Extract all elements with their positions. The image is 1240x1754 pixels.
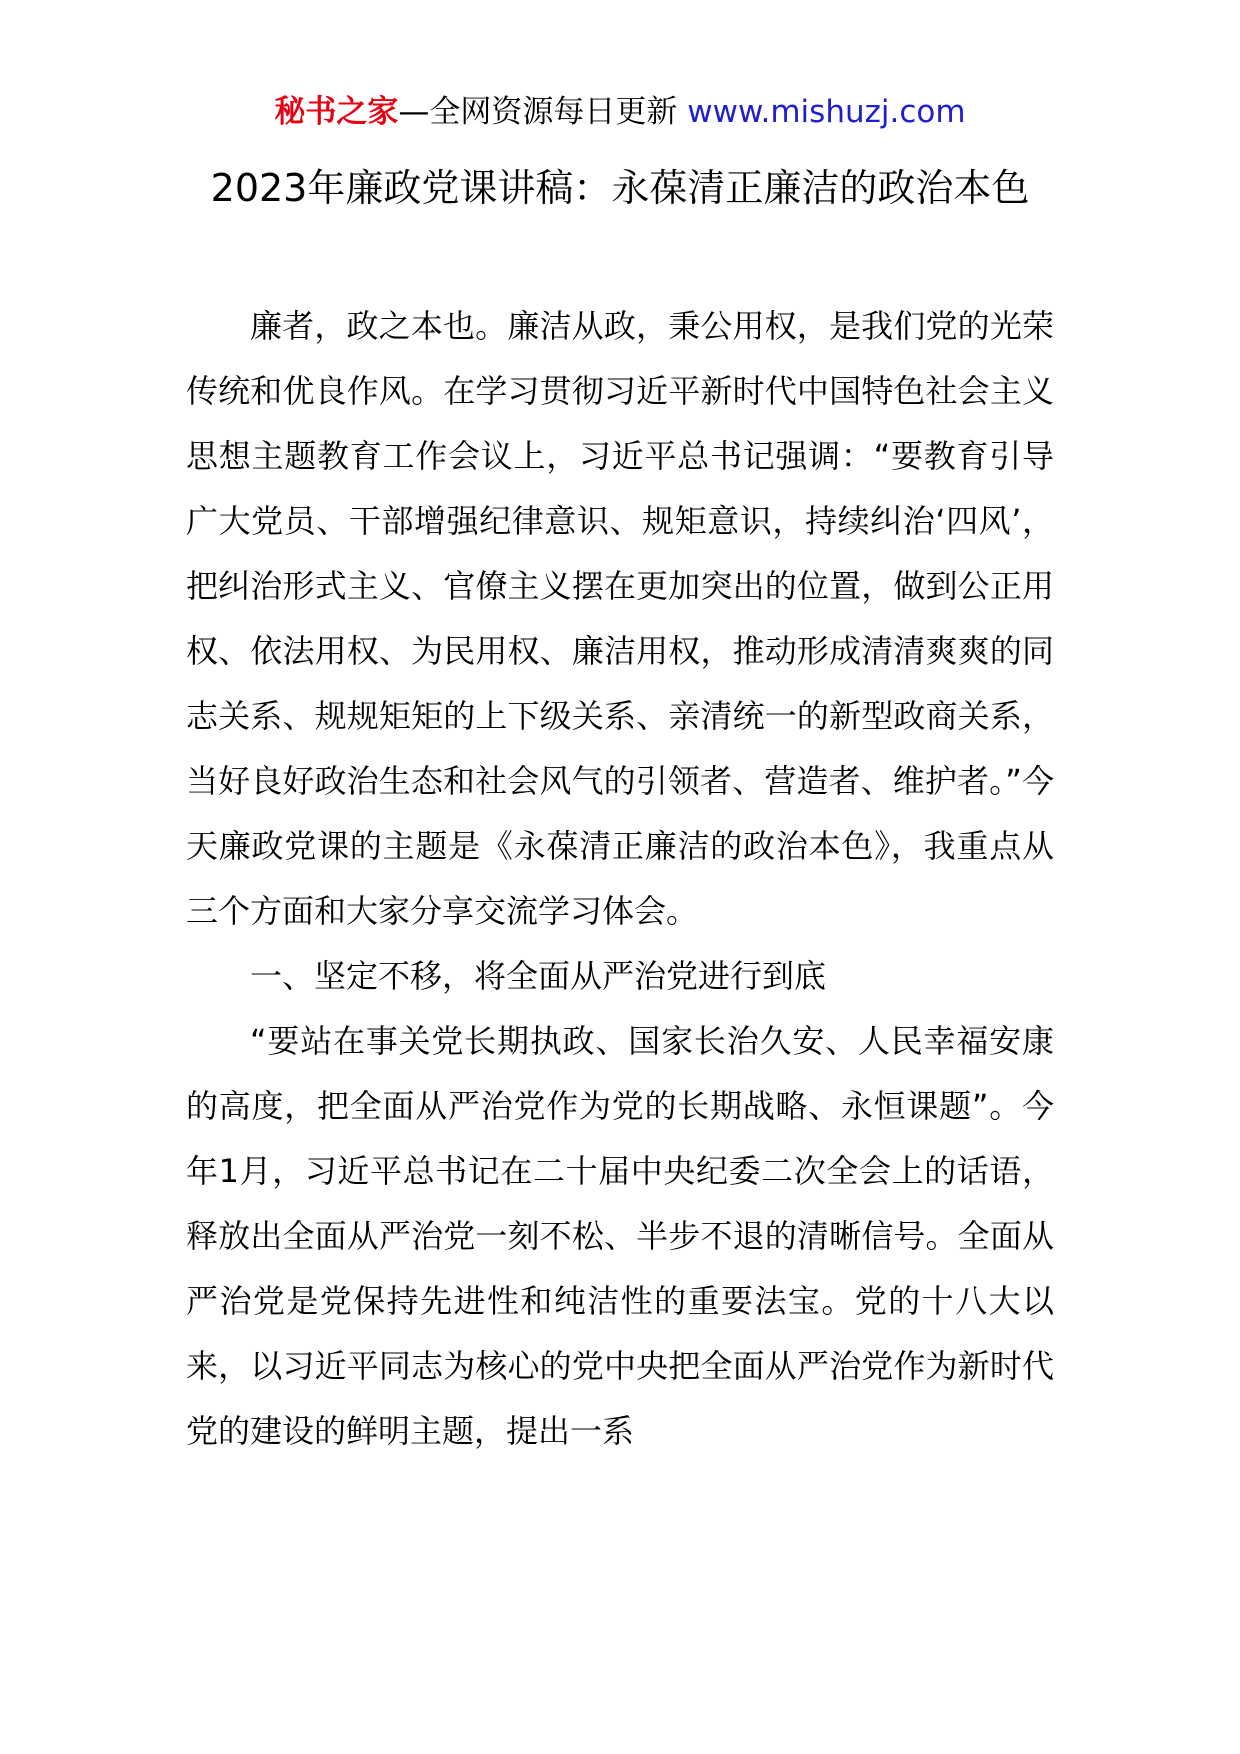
document-body <box>186 294 1054 1464</box>
document-title: 2023年廉政党课讲稿：永葆清正廉洁的政治本色 <box>210 166 1030 210</box>
section-heading: 一、坚定不移，将全面从严治党进行到底 <box>250 957 827 995</box>
header-slogan: —全网资源每日更新 <box>398 94 678 130</box>
body-paragraph: “要站在事关党长期执政、国家长治久安、人民幸福安康的高度，把全面从严治党作为党的长期战略、永恒课题”。今年1月，习近平总书记在二十届中央纪委二次全会上的话语，释放出全面从严治党一刻不松、半步不退的清晰信号。全面从严治党是党保持先进性和纯洁性的重要法宝。党的十八大以来，以习近平同志为核心的党中央把全面从严治党作为新时代党的建设的鲜明主题，提出一系 <box>186 1022 1054 1450</box>
header-url-link[interactable]: www.mishuzj.com <box>687 94 966 130</box>
body-paragraph: 廉者，政之本也。廉洁从政，秉公用权，是我们党的光荣传统和优良作风。在学习贯彻习近平新时代中国特色社会主义思想主题教育工作会议上，习近平总书记强调：“要教育引导广大党员、干部增强纪律意识、规矩意识，持续纠治‘四风’，把纠治形式主义、官僚主义摆在更加突出的位置，做到公正用权、依法用权、为民用权、廉洁用权，推动形成清清爽爽的同志关系、规规矩矩的上下级关系、亲清统一的新型政商关系，当好良好政治生态和社会风气的引领者、营造者、维护者。”今天廉政党课的主题是《永葆清正廉洁的政治本色》，我重点从三个方面和大家分享交流学习体会。 <box>186 307 1054 930</box>
page-header <box>186 92 1054 136</box>
header-brand: 秘书之家 <box>274 94 399 130</box>
